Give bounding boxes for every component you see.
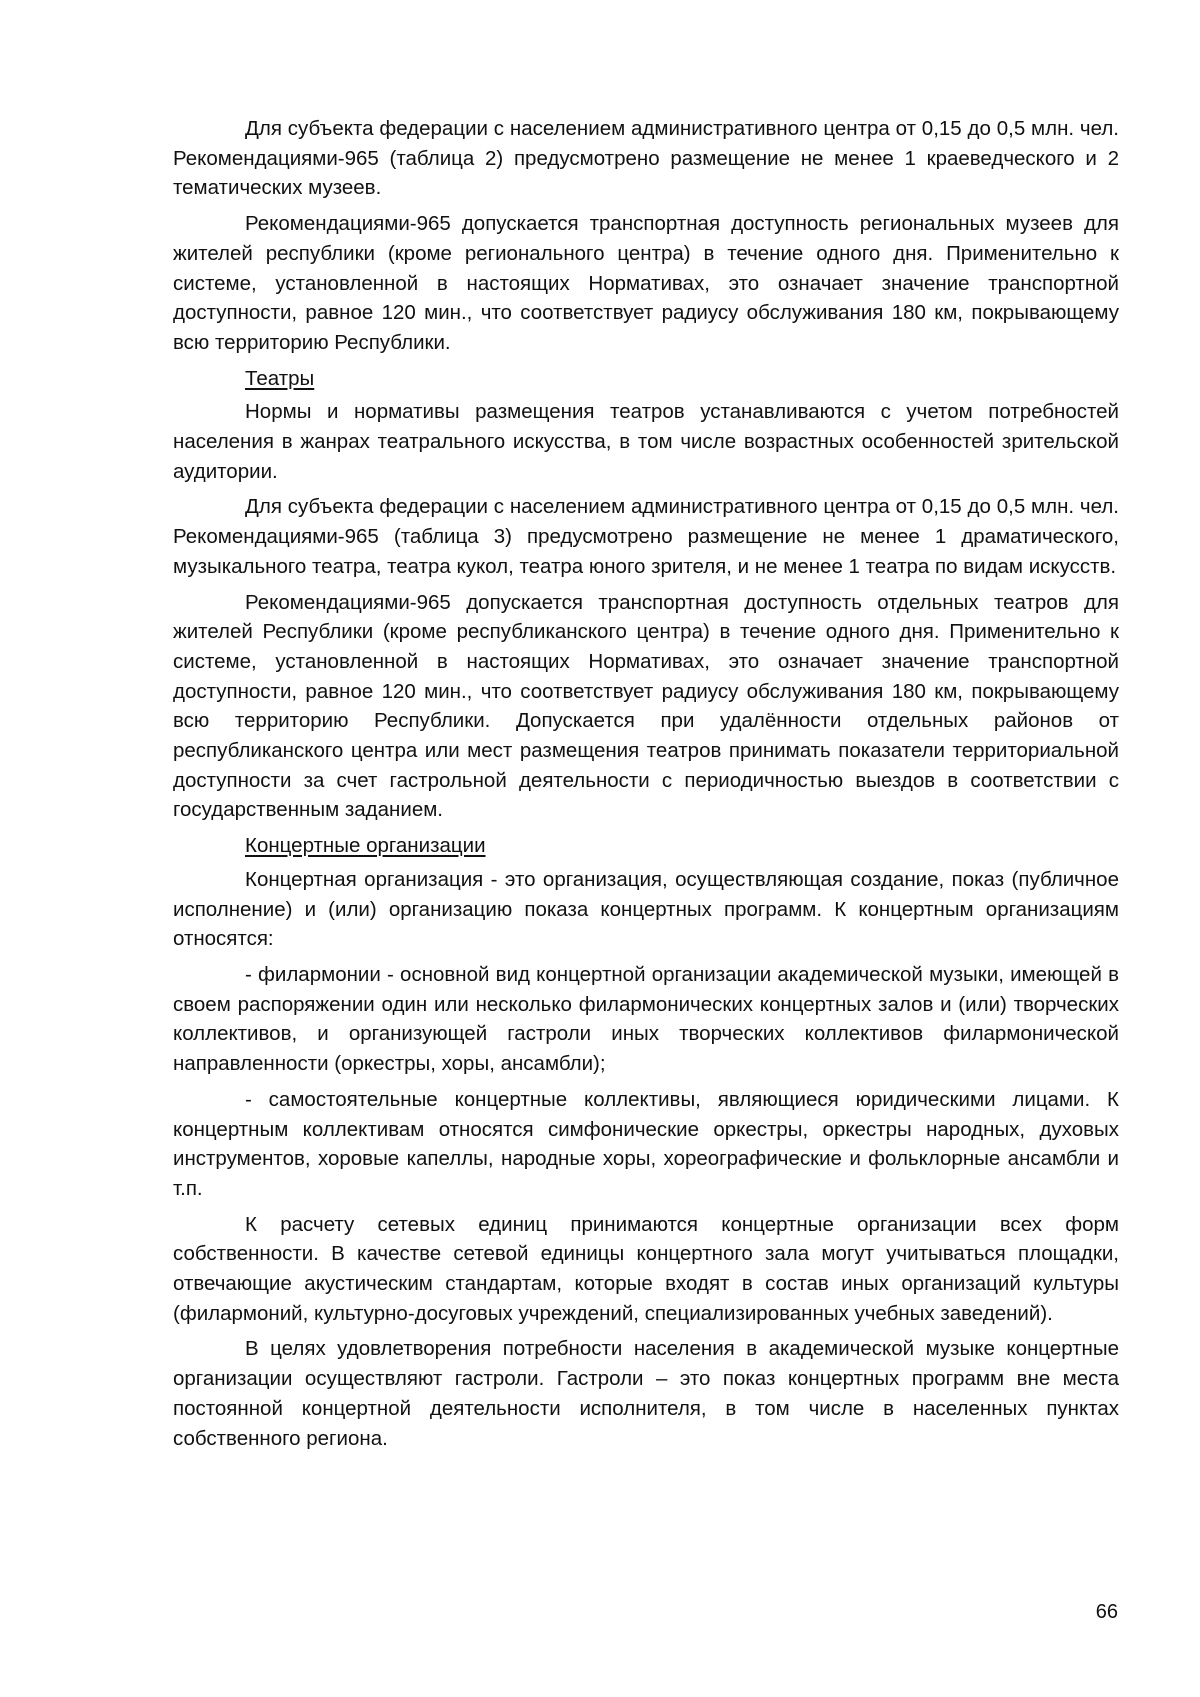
- paragraph-concerts-1: Концертная организация - это организация, осуществляющая создание, показ (публичное исполнение) и (или) организацию показа концертных программ. К концертным организациям относятся:: [173, 867, 1119, 951]
- section-heading-concerts: [173, 831, 1119, 861]
- page-body: [173, 114, 1119, 1459]
- paragraph-concerts-4: К расчету сетевых единиц принимаются концертные организации всех форм собственности. В качестве сетевой единицы концертного зала могут учитываться площадки, отвечающие акустическим стандартам, которые входят в состав иных организаций культуры (филармоний, культурно-досуговых учреждений, специализированных учебных заведений).: [173, 1212, 1119, 1325]
- paragraph-museums-1: Для субъекта федерации с населением административного центра от 0,15 до 0,5 млн. чел. Рекомендациями-965 (таблица 2) предусмотрено размещение не менее 1 краеведческого и 2 тематических музеев.: [173, 117, 1119, 200]
- paragraph-theatres-3: Рекомендациями-965 допускается транспортная доступность отдельных театров для жителей Республики (кроме республиканского центра) в течение одного дня. Применительно к системе, установленной в настоящих Нормативах, это означает значение транспортной доступности, равное 120 мин., что соответствует радиусу обслуживания 180 км, покрывающему всю территорию Республики. Допускается при удалённости отдельных районов от республиканского центра или мест размещения театров принимать показатели территориальной доступности за счет гастрольной деятельности с периодичностью выездов в соответствии с государственным заданием.: [173, 590, 1119, 822]
- section-heading-theatres: [173, 364, 1119, 394]
- paragraph-museums-2: Рекомендациями-965 допускается транспортная доступность региональных музеев для жителей республики (кроме регионального центра) в течение одного дня. Применительно к системе, установленной в настоящих Нормативах, это означает значение транспортной доступности, равное 120 мин., что соответствует радиусу обслуживания 180 км, покрывающему всю территорию Республики.: [173, 212, 1119, 354]
- paragraph-theatres-2: Для субъекта федерации с населением административного центра от 0,15 до 0,5 млн. чел. Рекомендациями-965 (таблица 3) предусмотрено размещение не менее 1 драматического, музыкального театра, театра кукол, театра юного зрителя, и не менее 1 театра по видам искусств.: [173, 495, 1119, 578]
- paragraph-theatres-1: Нормы и нормативы размещения театров устанавливаются с учетом потребностей населения в жанрах театрального искусства, в том числе возрастных особенностей зрительской аудитории.: [173, 400, 1119, 483]
- page-number: 66: [1095, 1601, 1118, 1623]
- paragraph-concerts-2: - филармонии - основной вид концертной организации академической музыки, имеющей в своем распоряжении один или несколько филармонических концертных залов и (или) творческих коллективов, и организующей гастроли иных творческих коллективов филармонической направленности (оркестры, хоры, ансамбли);: [173, 962, 1119, 1076]
- paragraph-concerts-3: - самостоятельные концертные коллективы, являющиеся юридическими лицами. К концертным коллективам относятся симфонические оркестры, оркестры народных, духовых инструментов, хоровые капеллы, народные хоры, хореографические и фольклорные ансамбли и т.п.: [173, 1087, 1119, 1200]
- section-heading-concerts-text: Концертные организации: [245, 834, 486, 858]
- section-heading-theatres-text: Театры: [245, 366, 315, 390]
- paragraph-concerts-5: В целях удовлетворения потребности населения в академической музыке концертные организации осуществляют гастроли. Гастроли – это показ концертных программ вне места постоянной концертной деятельности исполнителя, в том числе в населенных пунктах собственного региона.: [173, 1337, 1119, 1450]
